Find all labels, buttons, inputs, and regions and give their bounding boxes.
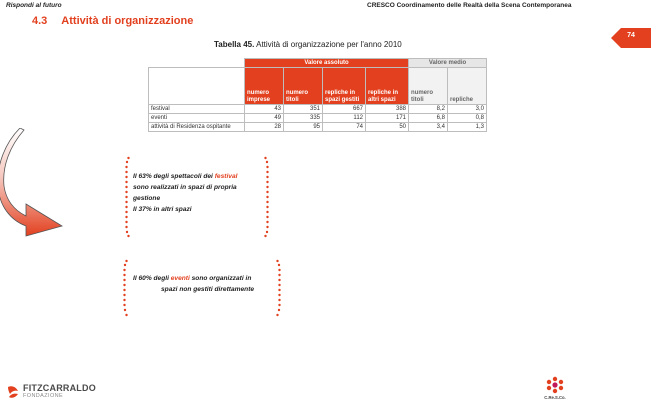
fitzcarraldo-mark-icon xyxy=(6,385,20,399)
table-cell: 171 xyxy=(366,114,409,123)
table-caption xyxy=(214,40,434,49)
column-header: numero imprese xyxy=(245,68,284,105)
table-group-header-row xyxy=(149,59,487,68)
table-cell: 388 xyxy=(366,105,409,114)
note-line: spazi non gestiti direttamente xyxy=(161,286,255,293)
cresco-flower-icon xyxy=(542,375,568,395)
organization-table xyxy=(148,58,487,132)
curved-arrow-icon xyxy=(0,128,76,238)
table-cell: 112 xyxy=(323,114,366,123)
bracket-left-dots-icon xyxy=(122,258,128,318)
table-cell: 28 xyxy=(245,123,284,132)
section-number: 4.3 xyxy=(32,15,48,27)
note-line: sono realizzati in spazi di propria xyxy=(133,184,237,191)
column-header: repliche xyxy=(448,68,487,105)
row-label: eventi xyxy=(149,114,245,123)
highlight-eventi: eventi xyxy=(170,275,190,282)
note-line: Il 60% degli eventi sono organizzati in xyxy=(133,275,252,282)
note-line: Il 37% in altri spazi xyxy=(133,206,192,213)
table-caption-text: Attività di organizzazione per l'anno 2010 xyxy=(254,40,402,49)
table-cell: 49 xyxy=(245,114,284,123)
header-right: CRESCO Coordinamento delle Realtà della Scena Contemporanea xyxy=(367,2,572,9)
table-cell: 1,3 xyxy=(448,123,487,132)
table-cell: 50 xyxy=(366,123,409,132)
row-label: festival xyxy=(149,105,245,114)
group-mean-header: Valore medio xyxy=(409,59,487,68)
bracket-right-dots-icon xyxy=(276,258,282,318)
column-header: repliche in altri spazi xyxy=(366,68,409,105)
group-absolute-header: Valore assoluto xyxy=(245,59,409,68)
table-column-header-row xyxy=(149,68,487,105)
column-header: numero titoli xyxy=(284,68,323,105)
fitzcarraldo-sub: FONDAZIONE xyxy=(23,393,64,399)
table-row xyxy=(149,114,487,123)
festival-note-text xyxy=(133,171,237,215)
page-number-badge xyxy=(611,28,651,48)
row-label: attività di Residenza ospitante xyxy=(149,123,245,132)
table-cell: 43 xyxy=(245,105,284,114)
table-row xyxy=(149,105,487,114)
section-title-text: Attività di organizzazione xyxy=(61,15,194,27)
table-corner xyxy=(149,59,245,68)
eventi-note xyxy=(122,258,282,318)
table-cell: 3,4 xyxy=(409,123,448,132)
table-caption-label: Tabella 45. xyxy=(214,40,255,49)
eventi-note-text xyxy=(133,273,254,295)
bracket-right-dots-icon xyxy=(264,155,270,239)
fitzcarraldo-logo xyxy=(6,384,96,400)
column-header: numero titoli xyxy=(409,68,448,105)
fitzcarraldo-name: FITZCARRALDO xyxy=(23,383,96,393)
table-cell: 335 xyxy=(284,114,323,123)
table-row xyxy=(149,123,487,132)
bracket-left-dots-icon xyxy=(124,155,130,239)
section-title xyxy=(32,15,193,27)
table-cell: 667 xyxy=(323,105,366,114)
page-number: 74 xyxy=(627,32,635,39)
festival-note xyxy=(124,155,270,239)
table-cell: 74 xyxy=(323,123,366,132)
highlight-festival: festival xyxy=(214,173,238,180)
note-line: gestione xyxy=(133,195,161,202)
table-label-header xyxy=(149,68,245,105)
cresco-logo xyxy=(542,375,568,403)
table-cell: 6,8 xyxy=(409,114,448,123)
table-cell: 351 xyxy=(284,105,323,114)
note-line: Il 63% degli spettacoli dei festival xyxy=(133,173,238,180)
cresco-label: C.Re.S.Co. xyxy=(544,395,566,400)
header-left: Rispondi al futuro xyxy=(6,2,62,9)
column-header: repliche in spazi gestiti xyxy=(323,68,366,105)
table-cell: 3,0 xyxy=(448,105,487,114)
table-cell: 8,2 xyxy=(409,105,448,114)
table-cell: 95 xyxy=(284,123,323,132)
table-cell: 0,8 xyxy=(448,114,487,123)
